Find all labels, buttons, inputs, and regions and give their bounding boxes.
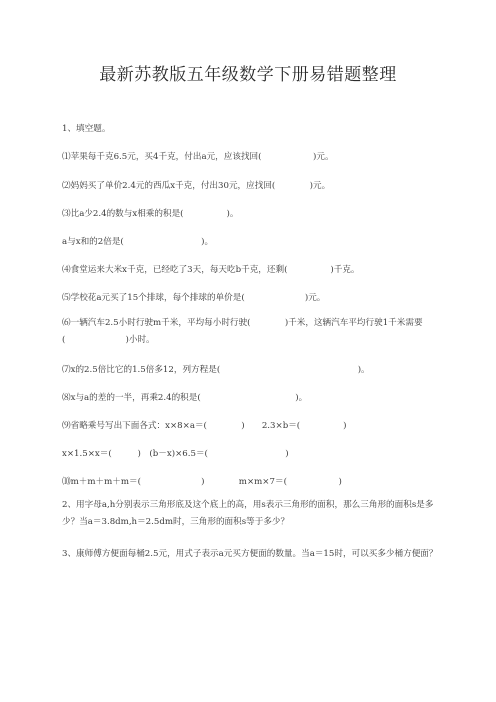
document-title: 最新苏教版五年级数学下册易错题整理 — [99, 65, 397, 85]
question-1-8: ⑻x与a的差的一半，再乘2.4的积是( )。 — [62, 393, 308, 403]
question-1-6: ⑹一辆汽车2.5小时行驶m千米，平均每小时行驶( )千米，这辆汽车平均行驶1千米需要( )小时。 — [62, 318, 423, 345]
question-1-9a: ⑼省略乘号写出下面各式：x×8×a＝( ) 2.3×b＝( ) — [62, 421, 347, 431]
question-1-1: ⑴苹果每千克6.5元，买4千克，付出a元，应该找回( )元。 — [62, 152, 334, 162]
question-1-9b: x×1.5×x＝( ) (b－x)×6.5＝( ) — [62, 449, 289, 459]
question-1-3b: a与x和的2倍是( )。 — [62, 237, 214, 247]
question-1-4: ⑷食堂运来大米x千克，已经吃了3天，每天吃b千克，还剩( )千克。 — [62, 265, 360, 275]
question-1-10: ⑽m＋m＋m＋m＝( ) m×m×7＝( ) — [62, 477, 342, 487]
question-1-7: ⑺x的2.5倍比它的1.5倍多12，列方程是( )。 — [62, 365, 370, 375]
question-1-5: ⑸学校花a元买了15个排球，每个排球的单价是( )元。 — [62, 293, 326, 303]
question-3: 3、康师傅方便面每桶2.5元，用式子表示a元买方便面的数量。当a＝15时，可以买多少桶方便面？ — [62, 549, 438, 559]
question-1-3: ⑶比a少2.4的数与x相乘的积是( )。 — [62, 209, 239, 219]
section-1-heading: 1、填空题。 — [62, 124, 111, 134]
question-1-2: ⑵妈妈买了单价2.4元的西瓜x千克，付出30元，应找回( )元。 — [62, 181, 331, 191]
question-2: 2、用字母a,h分别表示三角形底及这个底上的高，用s表示三角形的面积，那么三角形的面积s是多少？当a＝3.8dm,h＝2.5dm时，三角形的面积s等于多少？ — [62, 500, 434, 527]
